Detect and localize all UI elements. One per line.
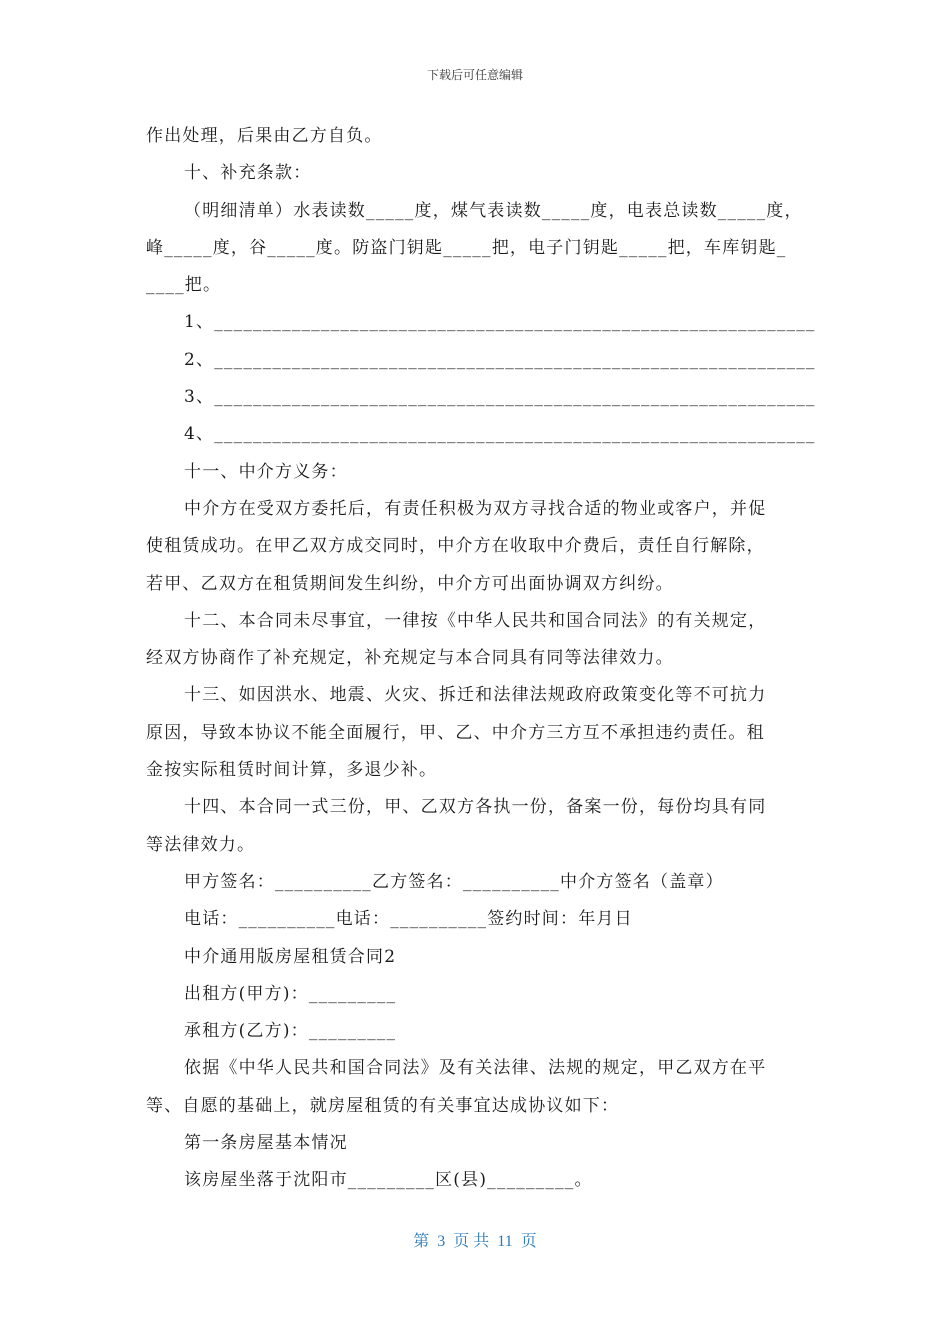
paragraph-line: （明细清单）水表读数_____度，煤气表读数_____度，电表总读数_____度，	[184, 200, 803, 221]
document-title: 中介通用版房屋租赁合同2	[184, 946, 397, 967]
blank-line-2: 2、______________________________________________________________	[184, 349, 816, 370]
paragraph-line: 十三、如因洪水、地震、火灾、拆迁和法律法规政府政策变化等不可抗力	[184, 685, 767, 706]
paragraph-line: ____把。	[146, 275, 222, 296]
section-heading: 十一、中介方义务：	[184, 461, 348, 482]
blank-line-4: 4、______________________________________________________________	[184, 424, 816, 445]
paragraph-line: 使租赁成功。在甲乙双方成交同时，中介方在收取中介费后，责任自行解除，	[146, 536, 765, 557]
article-heading: 第一条房屋基本情况	[184, 1133, 348, 1154]
blank-line-3: 3、______________________________________________________________	[184, 387, 816, 408]
paragraph-line: 金按实际租赁时间计算，多退少补。	[146, 760, 438, 781]
paragraph-line: 十四、本合同一式三份，甲、乙双方各执一份，备案一份，每份均具有同	[184, 797, 767, 818]
page-header: 下载后可任意编辑	[426, 68, 523, 82]
paragraph-line: 峰_____度，谷_____度。防盗门钥匙_____把，电子门钥匙_____把，车库钥匙_	[146, 237, 787, 258]
paragraph-line: 原因，导致本协议不能全面履行，甲、乙、中介方三方互不承担违约责任。租	[146, 722, 765, 743]
paragraph-line: 中介方在受双方委托后，有责任积极为双方寻找合适的物业或客户，并促	[184, 498, 767, 519]
signature-line: 甲方签名：__________乙方签名：__________中介方签名（盖章）	[184, 871, 724, 892]
paragraph-line: 依据《中华人民共和国合同法》及有关法律、法规的规定，甲乙双方在平	[184, 1058, 767, 1079]
paragraph-line: 等、自愿的基础上，就房屋租赁的有关事宜达成协议如下：	[146, 1095, 620, 1116]
paragraph-line: 经双方协商作了补充规定，补充规定与本合同具有同等法律效力。	[146, 648, 674, 669]
address-line: 该房屋坐落于沈阳市_________区(县)_________。	[184, 1170, 593, 1191]
document-body	[146, 118, 814, 1200]
paragraph-line: 等法律效力。	[146, 834, 256, 855]
lessor-line: 出租方(甲方)：_________	[184, 983, 397, 1004]
lessee-line: 承租方(乙方)：_________	[184, 1021, 397, 1042]
paragraph-line: 若甲、乙双方在租赁期间发生纠纷，中介方可出面协调双方纠纷。	[146, 573, 674, 594]
paragraph-line: 作出处理，后果由乙方自负。	[146, 126, 383, 146]
section-heading: 十、补充条款：	[184, 163, 312, 184]
paragraph-line: 十二、本合同未尽事宜，一律按《中华人民共和国合同法》的有关规定，	[184, 610, 767, 631]
phone-line: 电话：__________电话：__________签约时间：年月日	[184, 909, 633, 930]
page-number-footer: 第 3 页 共 11 页	[413, 1233, 537, 1250]
blank-line-1: 1、______________________________________________________________	[184, 312, 816, 333]
